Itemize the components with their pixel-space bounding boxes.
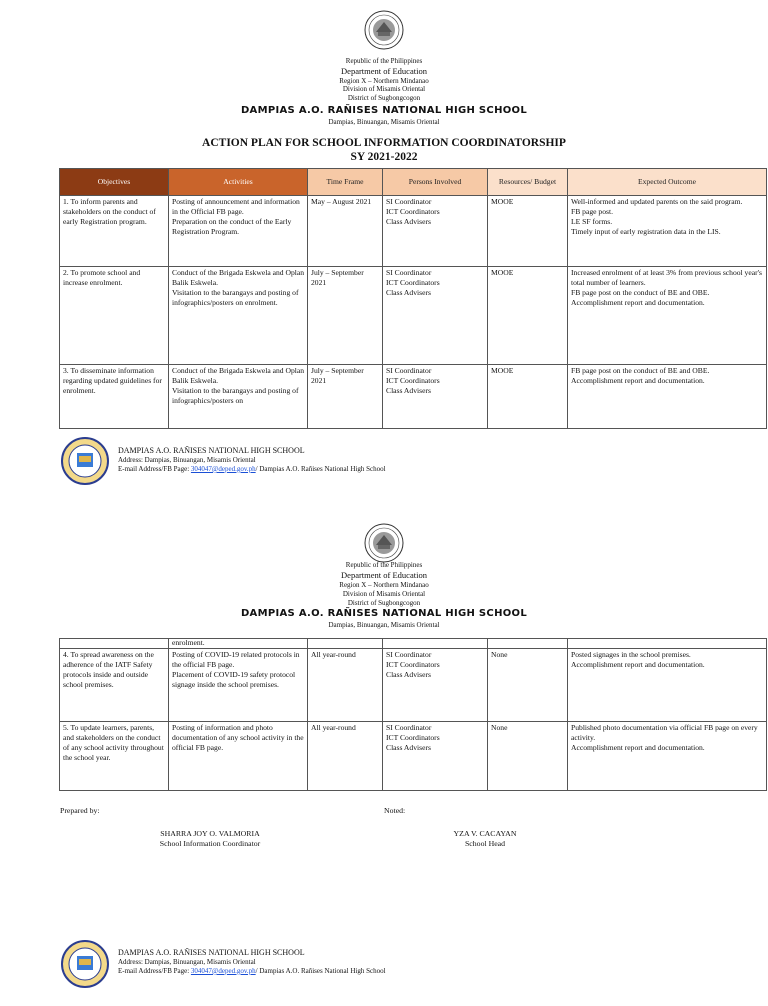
cell-budget: MOOE (488, 267, 568, 365)
table-row (60, 365, 767, 429)
cell-activities: Posting of announcement and information in the Official FB page. Preparation on the conduct of the Early Registration Program. (169, 196, 308, 267)
school-year: SY 2021-2022 (350, 151, 418, 163)
table-header-row (60, 169, 767, 196)
region-text: Region X – Northern Mindanao (339, 581, 429, 589)
prepared-by-label: Prepared by: (60, 806, 100, 815)
cell-persons: SI Coordinator ICT Coordinators Class Advisers (383, 267, 488, 365)
division-text: Division of Misamis Oriental (342, 85, 426, 93)
head-title: School Head (464, 839, 506, 849)
table-row (60, 196, 767, 267)
footer-contact (118, 967, 386, 976)
preparer-signature-block (120, 829, 300, 849)
cell-persons (383, 639, 488, 649)
cell-objective: 1. To inform parents and stakeholders on the conduct of early Registration program. (60, 196, 169, 267)
table-row (60, 649, 767, 722)
district-text: District of Sugbongcogon (347, 94, 421, 102)
head-signature-block (410, 829, 560, 849)
header-activities: Activities (169, 169, 308, 196)
region-text: Region X – Northern Mindanao (339, 77, 429, 85)
cell-time-frame: May – August 2021 (308, 196, 383, 267)
page2-footer (118, 948, 386, 976)
cell-budget: MOOE (488, 196, 568, 267)
school-name: DAMPIAS A.O. RAÑISES NATIONAL HIGH SCHOOL (240, 608, 528, 619)
action-plan-table (59, 168, 767, 429)
cell-outcome (568, 639, 767, 649)
school-seal-logo (61, 940, 109, 988)
header-objectives: Objectives (60, 169, 169, 196)
cell-outcome: Published photo documentation via official FB page on every activity. Accomplishment report and documentation. (568, 722, 767, 791)
cell-activities: Conduct of the Brigada Eskwela and Oplan Balik Eskwela. Visitation to the barangays and posting of infographics/posters on enrolment. (169, 267, 308, 365)
cell-time-frame: All year-round (308, 649, 383, 722)
head-name: YZA V. CACAYAN (453, 829, 517, 838)
department-text: Department of Education (341, 66, 427, 76)
footer-email-label: E-mail Address/FB Page: (118, 464, 191, 473)
footer-email-label: E-mail Address/FB Page: (118, 966, 191, 975)
school-address: Dampias, Binuangan, Misamis Oriental (328, 118, 440, 126)
cell-outcome: Increased enrolment of at least 3% from previous school year's total number of learners. FB page post on the conduct of BE and OBE. Accomplishment report and documentation. (568, 267, 767, 365)
cell-budget: None (488, 722, 568, 791)
footer-address: Address: Dampias, Binuangan, Misamis Oriental (118, 456, 256, 464)
district-text: District of Sugbongcogon (347, 599, 421, 607)
header-time-frame: Time Frame (308, 169, 383, 196)
cell-objective: 2. To promote school and increase enrolment. (60, 267, 169, 365)
noted-label: Noted: (384, 806, 406, 815)
cell-budget (488, 639, 568, 649)
cell-time-frame: July – September 2021 (308, 267, 383, 365)
footer-email-link[interactable]: 304047@deped.gov.ph (190, 966, 256, 975)
republic-text: Republic of the Philippines (345, 561, 423, 569)
table-row (60, 722, 767, 791)
cell-persons: SI Coordinator ICT Coordinators Class Advisers (383, 722, 488, 791)
table-row (60, 639, 767, 649)
footer-fb-page: / Dampias A.O. Rañises National High School (255, 464, 386, 473)
school-name: DAMPIAS A.O. RAÑISES NATIONAL HIGH SCHOOL (240, 105, 528, 116)
cell-outcome: Posted signages in the school premises. Accomplishment report and documentation. (568, 649, 767, 722)
deped-seal-logo (364, 10, 404, 50)
header-expected-outcome: Expected Outcome (568, 169, 767, 196)
school-address: Dampias, Binuangan, Misamis Oriental (328, 621, 440, 629)
department-text: Department of Education (341, 570, 427, 580)
cell-budget: MOOE (488, 365, 568, 429)
cell-time-frame: All year-round (308, 722, 383, 791)
cell-objective: 3. To disseminate information regarding updated guidelines for enrolment. (60, 365, 169, 429)
preparer-title: School Information Coordinator (159, 839, 261, 849)
cell-time-frame (308, 639, 383, 649)
cell-activities: Conduct of the Brigada Eskwela and Oplan Balik Eskwela. Visitation to the barangays and posting of infographics/posters on (169, 365, 308, 429)
cell-outcome: Well-informed and updated parents on the said program. FB page post. LE SF forms. Timely input of early registration data in the LIS. (568, 196, 767, 267)
footer-school-name: DAMPIAS A.O. RAÑISES NATIONAL HIGH SCHOOL (118, 948, 305, 957)
footer-school-name: DAMPIAS A.O. RAÑISES NATIONAL HIGH SCHOOL (118, 446, 305, 455)
cell-persons: SI Coordinator ICT Coordinators Class Advisers (383, 196, 488, 267)
action-plan-table-continued (59, 638, 767, 791)
page-title: ACTION PLAN FOR SCHOOL INFORMATION COORDINATORSHIP (202, 137, 566, 149)
page1-footer (118, 446, 386, 474)
preparer-name: SHARRA JOY O. VALMORIA (160, 829, 260, 838)
cell-activities-continued: enrolment. (169, 639, 308, 649)
cell-activities: Posting of information and photo documentation of any school activity in the official FB page. (169, 722, 308, 791)
footer-address: Address: Dampias, Binuangan, Misamis Oriental (118, 958, 256, 966)
cell-objective: 4. To spread awareness on the adherence of the IATF Safety protocols inside and outside school premises. (60, 649, 169, 722)
cell-budget: None (488, 649, 568, 722)
cell-persons: SI Coordinator ICT Coordinators Class Advisers (383, 649, 488, 722)
cell-activities: Posting of COVID-19 related protocols in the official FB page. Placement of COVID-19 safety protocol signage inside the school premises. (169, 649, 308, 722)
deped-seal-logo (364, 523, 404, 563)
footer-fb-page: / Dampias A.O. Rañises National High School (255, 966, 386, 975)
school-seal-logo (61, 437, 109, 485)
republic-text: Republic of the Philippines (345, 57, 423, 65)
footer-contact (118, 465, 386, 474)
cell-time-frame: July – September 2021 (308, 365, 383, 429)
division-text: Division of Misamis Oriental (342, 590, 426, 598)
footer-email-link[interactable]: 304047@deped.gov.ph (190, 464, 256, 473)
cell-persons: SI Coordinator ICT Coordinators Class Advisers (383, 365, 488, 429)
cell-objective: 5. To update learners, parents, and stakeholders on the conduct of any school activity throughout the school year. (60, 722, 169, 791)
table-row (60, 267, 767, 365)
header-resources-budget: Resources/ Budget (488, 169, 568, 196)
cell-objective (60, 639, 169, 649)
cell-outcome: FB page post on the conduct of BE and OBE. Accomplishment report and documentation. (568, 365, 767, 429)
header-persons-involved: Persons Involved (383, 169, 488, 196)
